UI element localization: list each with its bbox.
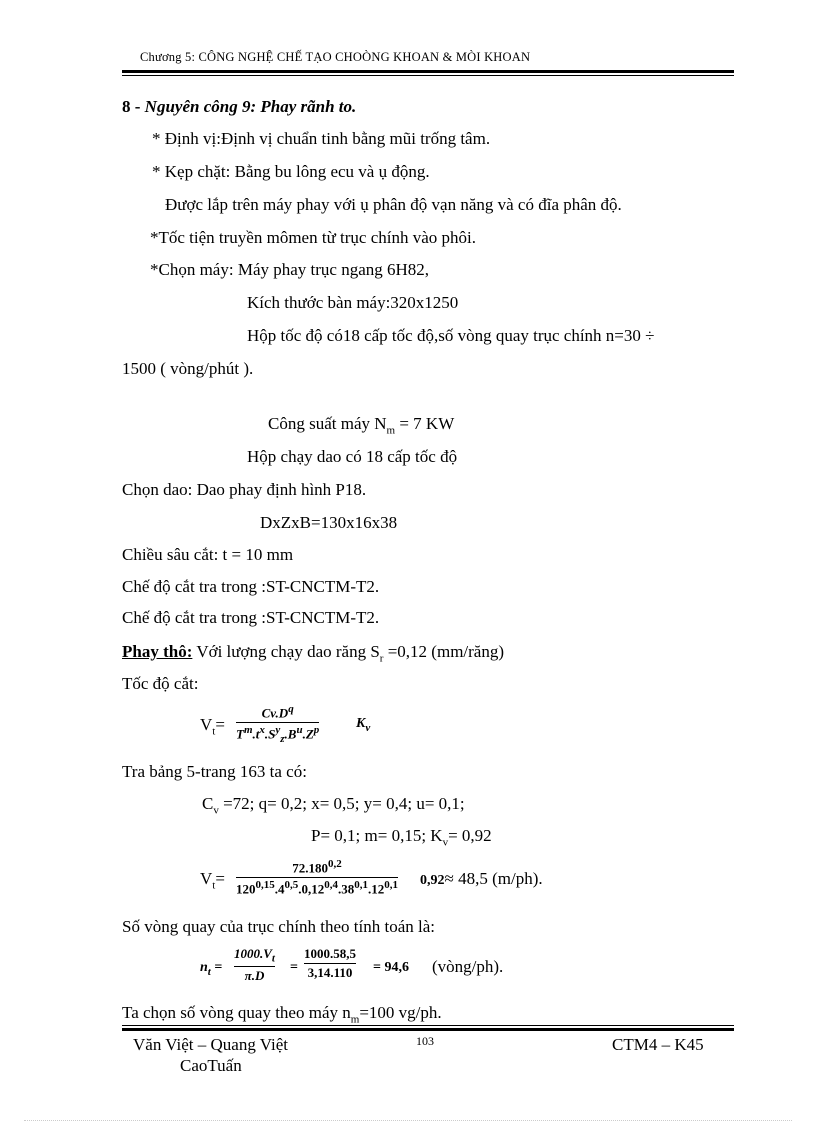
formula-n-unit: (vòng/ph). (432, 957, 504, 976)
text-line: Phay thô: Với lượng chạy dao răng $S_r =0,12$ (mm/răng) (122, 642, 505, 665)
formula-n-lhs: $n_t$ = (200, 960, 223, 978)
page-edge (24, 1120, 792, 1121)
text-line: Tra bảng 5-trang 163 ta có: (122, 762, 307, 781)
text-line: Chế độ cắt tra trong :ST-CNCTM-T2. (122, 608, 380, 627)
formula-n-result: = 94,6 (373, 960, 409, 975)
formula-vt-value-lhs: $V_t=$ (200, 869, 225, 892)
footer-authors: Văn Việt – Quang Việt (133, 1035, 289, 1054)
text-line: 1500 ( vòng/phút ). (122, 359, 254, 378)
text-line: Chọn dao: Dao phay định hình P18. (122, 480, 367, 499)
text-line: Kích thước bàn máy:320x1250 (247, 293, 459, 312)
formula-vt-fraction: $Cv.D^q$ $T^m.t^x.S^y_z.B^u.Z^p$ (236, 703, 320, 746)
footer-rule (122, 1028, 734, 1031)
coef-line: P= 0,1; m= 0,15; $K_v= 0,92$ (311, 826, 492, 849)
text-line: *Tốc tiện truyền mômen từ trục chính vào phôi. (150, 228, 476, 247)
text-line: * Kẹp chặt: Bằng bu lông ecu và ụ động. (152, 162, 430, 181)
chapter-header: Chương 5: CÔNG NGHỆ CHẾ TẠO CHOÒNG KHOAN & MÒI KHOAN (140, 50, 531, 64)
footer-rule-thin (122, 1025, 734, 1026)
coef-line: $C_v =72$; q= 0,2; x= 0,5; y= 0,4; u= 0,1; (202, 794, 465, 817)
text-line: Chiều sâu cắt: t = 10 mm (122, 545, 294, 564)
page-number: 103 (416, 1034, 434, 1048)
text-line: Hộp chạy dao có 18 cấp tốc độ (247, 447, 458, 466)
text-line: Ta chọn số vòng quay theo máy $n_m=100$ vg/ph. (122, 1003, 442, 1026)
formula-n-fraction-1: $1000.V_t$ π.D (234, 946, 275, 983)
formula-vt-value-result: 0,92≈ 48,5 (m/ph). (420, 869, 543, 888)
formula-n-eq: = (290, 960, 298, 975)
section-title: 8 - Nguyên công 9: Phay rãnh to. (122, 97, 357, 116)
text-line: Tốc độ cắt: (122, 674, 199, 693)
header-rule-thin (122, 75, 734, 76)
text-line: Công suất máy $N_m = 7$ KW (268, 414, 455, 437)
text-line: * Định vị:Định vị chuẩn tinh bằng mũi trống tâm. (152, 129, 491, 148)
footer-code: CTM4 – K45 (612, 1035, 704, 1054)
text-line: *Chọn máy: Máy phay trục ngang 6H82, (150, 260, 430, 279)
formula-n-fraction-2: 1000.58,5 3,14.110 (304, 946, 356, 980)
text-line: Số vòng quay của trục chính theo tính toán là: (122, 917, 436, 936)
footer-authors-2: CaoTuấn (180, 1056, 242, 1075)
formula-vt-lhs: $V_t=$ (200, 715, 225, 738)
text-line: Hộp tốc độ có18 cấp tốc độ,số vòng quay trục chính n=30 ÷ (247, 326, 655, 345)
text-line: Được lắp trên máy phay với ụ phân độ vạn năng và có đĩa phân độ. (165, 195, 622, 214)
text-line: Chế độ cắt tra trong :ST-CNCTM-T2. (122, 577, 380, 596)
formula-vt-value-fraction: 72.180$^{0,2}$ 120$^{0,15}$.4$^{0,5}$.0,12$^{0,4}$.38$^{0,1}$.12$^{0,1}$ (236, 858, 398, 897)
text-line: DxZxB=130x16x38 (260, 513, 398, 532)
formula-vt-coef: $K_v$ (356, 716, 371, 734)
header-rule (122, 70, 734, 73)
